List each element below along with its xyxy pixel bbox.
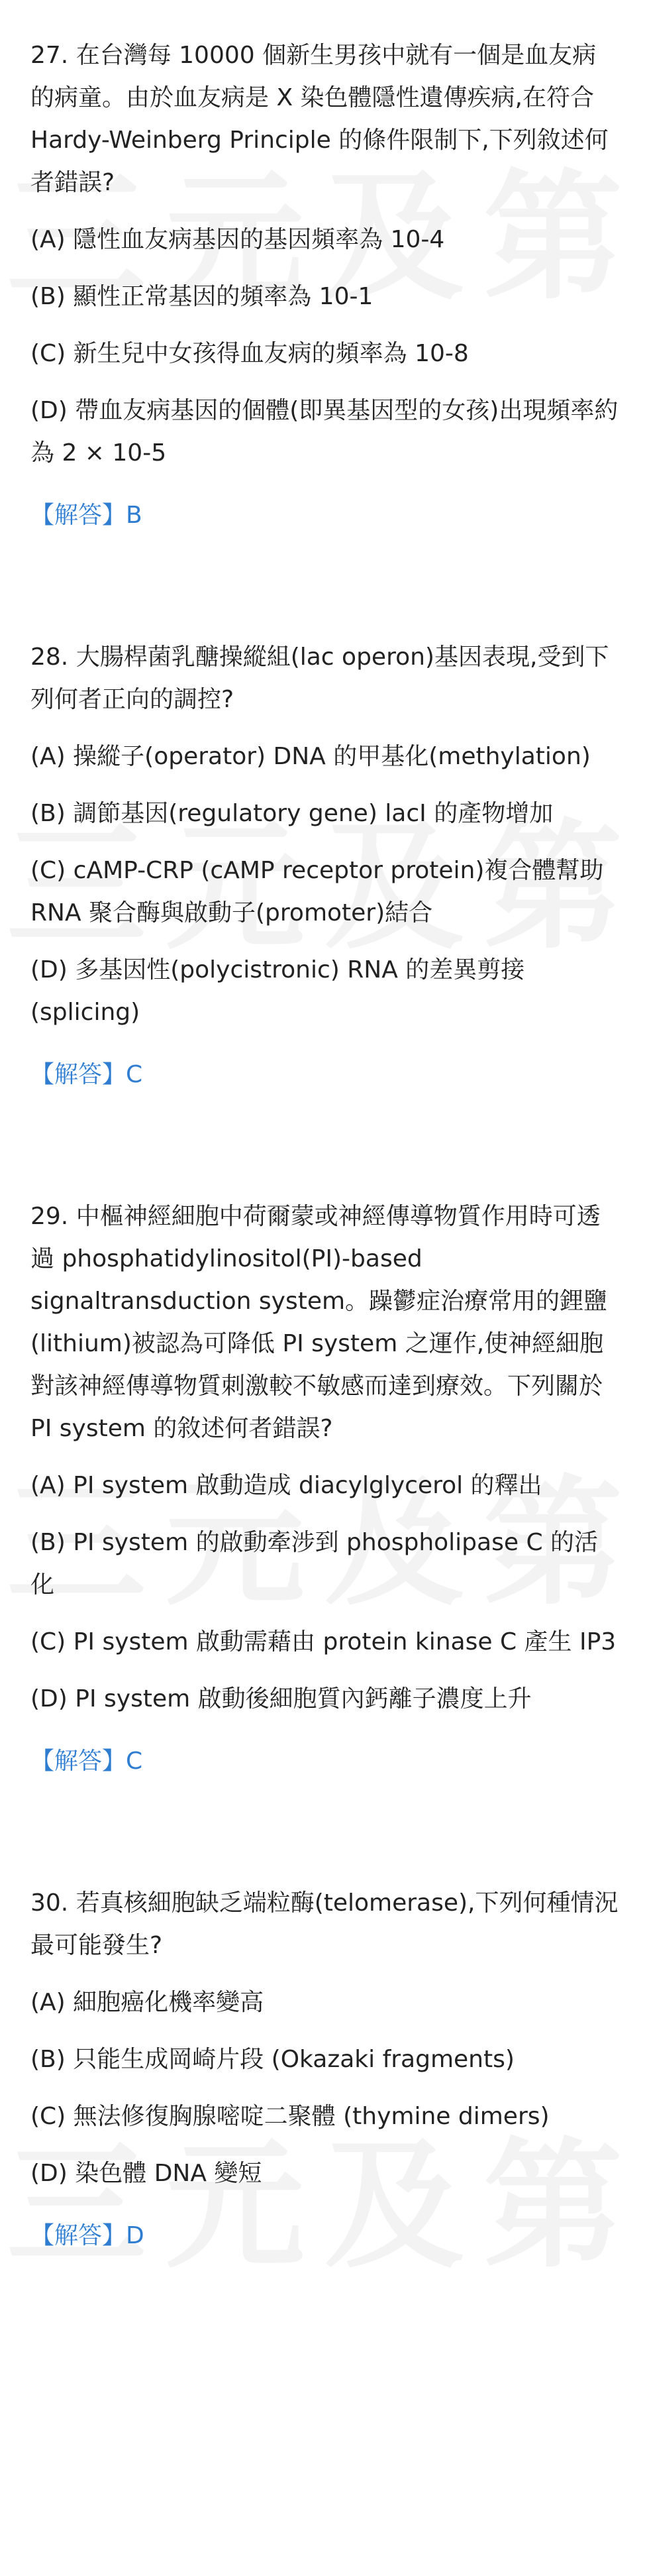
option-c: (C) PI system 啟動需藉由 protein kinase C 產生 IP3 — [30, 1628, 617, 1655]
option-a: (A) 操縱子(operator) DNA 的甲基化(methylation) — [30, 743, 591, 770]
question-30 — [30, 1882, 620, 2257]
question-list — [30, 34, 620, 2357]
option-d: (D) PI system 啟動後細胞質內鈣離子濃度上升 — [30, 1685, 532, 1712]
question-text: 29. 中樞神經細胞中荷爾蒙或神經傳導物質作用時可透過 phosphatidylinositol(PI)-based signaltransduction system。躁鬱症治療常用的鋰鹽(lithium)被認為可降低 PI system 之運作,使神經細胞對該神經傳導物質刺激較不敏感而達到療效。下列關於 PI system 的敘述何者錯誤? — [30, 1203, 608, 1442]
question-text: 30. 若真核細胞缺乏端粒酶(telomerase),下列何種情況最可能發生? — [30, 1889, 619, 1959]
question-text: 28. 大腸桿菌乳醣操縱組(lac operon)基因表現,受到下列何者正向的調控? — [30, 644, 609, 713]
option-b: (B) PI system 的啟動牽涉到 phospholipase C 的活化 — [30, 1529, 599, 1598]
answer-label: 【解答】C — [30, 1748, 143, 1775]
option-c: (C) 無法修復胸腺嘧啶二聚體 (thymine dimers) — [30, 2103, 550, 2130]
answer-label: 【解答】C — [30, 1061, 143, 1088]
option-a: (A) 隱性血友病基因的基因頻率為 10-4 — [30, 226, 445, 253]
option-d: (D) 多基因性(polycistronic) RNA 的差異剪接(splicing) — [30, 956, 525, 1026]
option-a: (A) PI system 啟動造成 diacylglycerol 的釋出 — [30, 1472, 542, 1499]
answer-label: 【解答】B — [30, 502, 142, 529]
answer-label: 【解答】D — [30, 2222, 144, 2249]
option-d: (D) 染色體 DNA 變短 — [30, 2160, 262, 2187]
option-b: (B) 顯性正常基因的頻率為 10-1 — [30, 283, 374, 310]
option-b: (B) 調節基因(regulatory gene) lacI 的產物增加 — [30, 800, 554, 827]
option-c: (C) 新生兒中女孩得血友病的頻率為 10-8 — [30, 340, 469, 367]
question-29 — [30, 1196, 620, 1783]
option-c: (C) cAMP-CRP (cAMP receptor protein)複合體幫助 RNA 聚合酶與啟動子(promoter)結合 — [30, 857, 604, 926]
option-b: (B) 只能生成岡崎片段 (Okazaki fragments) — [30, 2046, 515, 2073]
question-text: 27. 在台灣每 10000 個新生男孩中就有一個是血友病的病童。由於血友病是 X 染色體隱性遺傳疾病,在符合 Hardy-Weinberg Principle 的條件限制下,下列敘述何者錯誤? — [30, 42, 609, 196]
option-d: (D) 帶血友病基因的個體(即異基因型的女孩)出現頻率約為 2 × 10-5 — [30, 397, 619, 467]
question-27 — [30, 34, 620, 537]
question-28 — [30, 636, 620, 1096]
option-a: (A) 細胞癌化機率變高 — [30, 1989, 264, 2016]
